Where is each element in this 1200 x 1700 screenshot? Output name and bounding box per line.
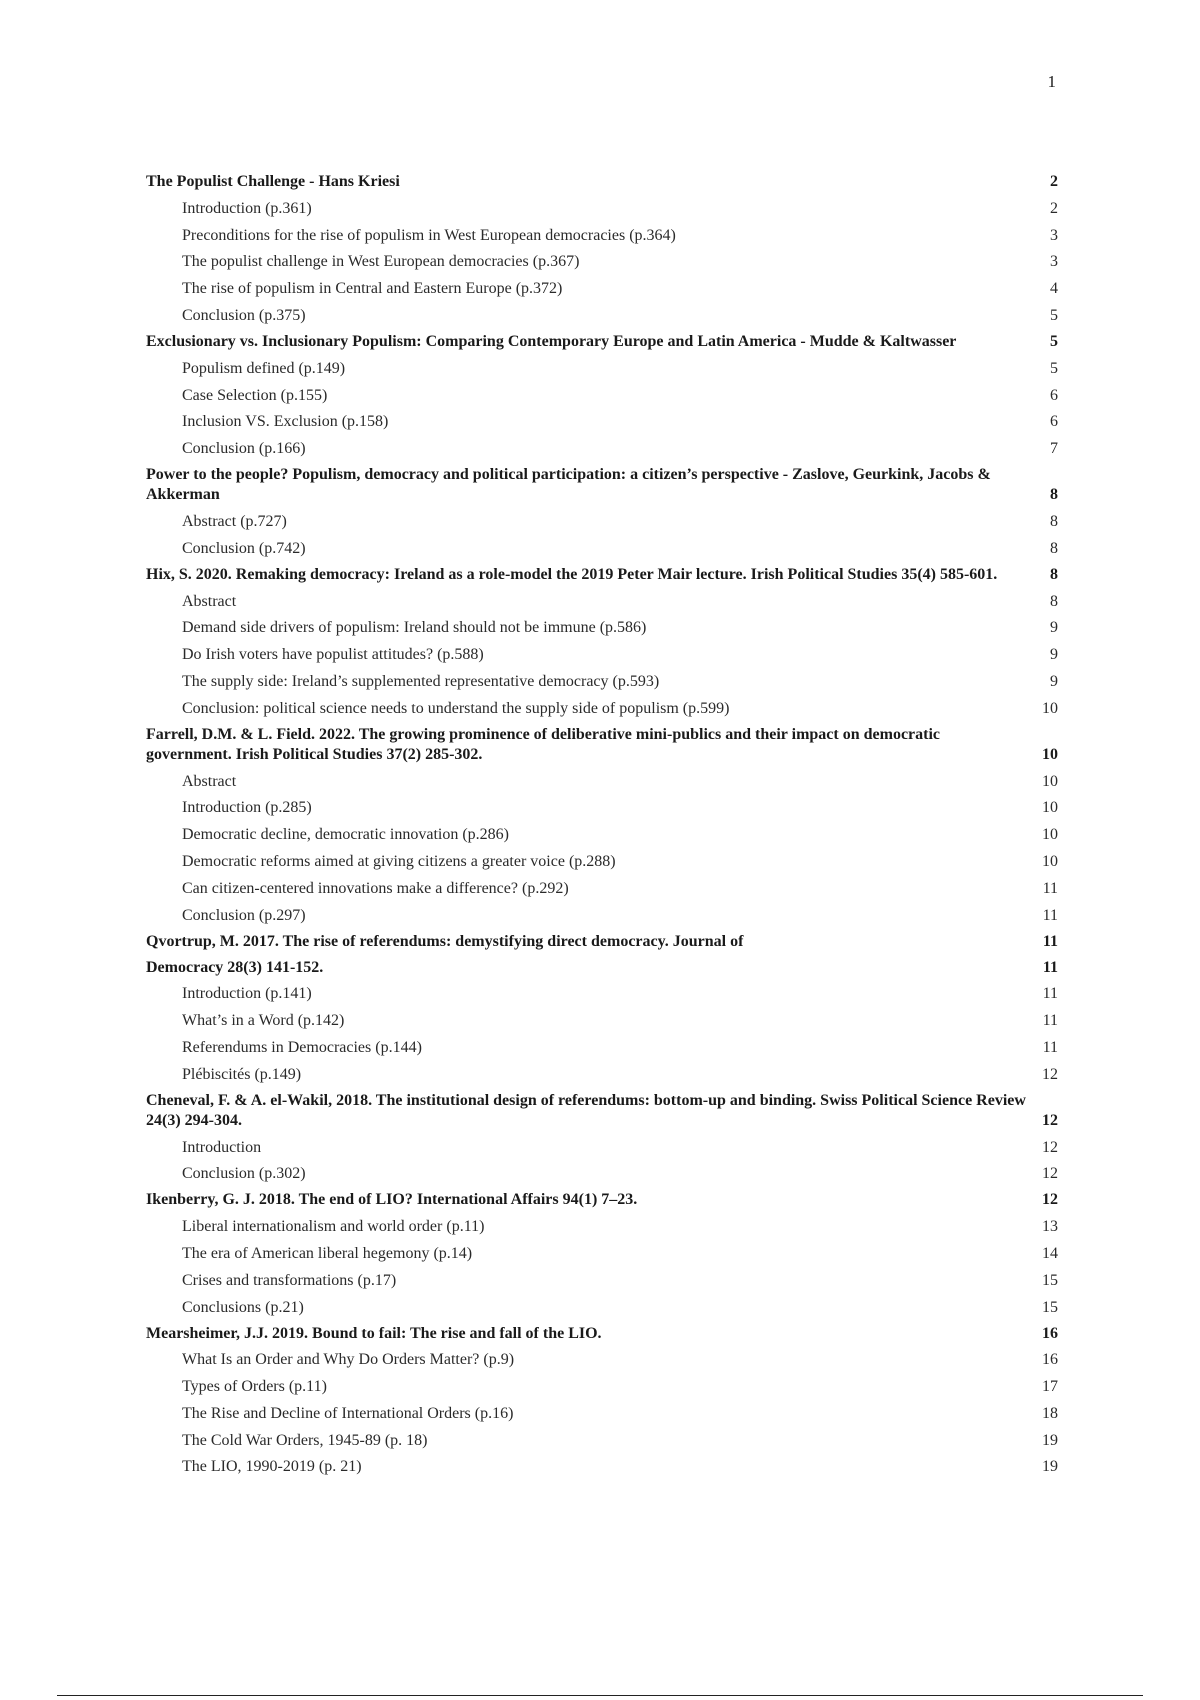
toc-entry-title: Do Irish voters have populist attitudes? (p.588) [182, 646, 484, 664]
toc-entry-title: Conclusion (p.297) [182, 906, 306, 924]
toc-entry-title: Democratic decline, democratic innovation (p.286) [182, 826, 509, 844]
toc-entry-page: 10 [1042, 772, 1058, 790]
toc-subsection-link[interactable] [146, 825, 1058, 845]
toc-entry-title: Conclusion (p.375) [182, 306, 306, 324]
toc-entry-page: 17 [1042, 1378, 1058, 1396]
toc-subsection-link[interactable] [146, 1244, 1058, 1264]
toc-entry-page: 9 [1050, 672, 1058, 690]
toc-entry-title: Liberal internationalism and world order (p.11) [182, 1218, 485, 1236]
toc-entry-page: 12 [1042, 1191, 1058, 1209]
toc-subsection-link[interactable] [146, 699, 1058, 719]
toc-entry-title: The Cold War Orders, 1945-89 (p. 18) [182, 1431, 428, 1449]
toc-entry-title: Preconditions for the rise of populism in West European democracies (p.364) [182, 226, 676, 244]
toc-entry-page: 12 [1042, 1111, 1058, 1129]
toc-entry-page: 2 [1050, 199, 1058, 217]
toc-entry-page: 10 [1042, 745, 1058, 763]
toc-entry-title: Conclusion (p.166) [182, 440, 306, 458]
toc-subsection-link[interactable] [146, 1011, 1058, 1031]
toc-entry-page: 11 [1042, 879, 1058, 897]
toc-entry-page: 7 [1050, 440, 1058, 458]
toc-entry-page: 9 [1050, 619, 1058, 637]
toc-entry-title: Inclusion VS. Exclusion (p.158) [182, 413, 389, 431]
toc-entry-page: 11 [1042, 906, 1058, 924]
toc-entry-page: 10 [1042, 699, 1058, 717]
toc-subsection-link[interactable] [146, 672, 1058, 692]
toc-subsection-link[interactable] [146, 1431, 1058, 1451]
toc-entry-title: The supply side: Ireland’s supplemented representative democracy (p.593) [182, 672, 660, 690]
toc-entry-page: 2 [1050, 173, 1058, 190]
toc-entry-page: 11 [1042, 1038, 1058, 1056]
toc-entry-page: 18 [1042, 1404, 1058, 1422]
toc-entry-page: 10 [1042, 799, 1058, 817]
toc-entry-page: 12 [1042, 1165, 1058, 1183]
toc-entry-title: Demand side drivers of populism: Ireland should not be immune (p.586) [182, 619, 647, 637]
toc-entry-title: Conclusion (p.742) [182, 539, 306, 557]
toc-entry-title: Farrell, D.M. & L. Field. 2022. The growing prominence of deliberative mini-publics and their impact on democratic government. Irish Political Studies 37(2) 285-302. [146, 725, 941, 763]
toc-entry-title: Abstract (p.727) [182, 512, 287, 530]
toc-entry-page: 4 [1050, 280, 1058, 298]
toc-section-link[interactable] [146, 932, 1058, 952]
toc-entry-page: 10 [1042, 826, 1058, 844]
toc-subsection-link[interactable] [146, 1298, 1058, 1318]
toc-entry-page: 16 [1042, 1351, 1058, 1369]
toc-entry-page: 19 [1042, 1431, 1058, 1449]
toc-entry-page: 12 [1042, 1138, 1058, 1156]
toc-entry-title: Plébiscités (p.149) [182, 1065, 302, 1083]
toc-subsection-link[interactable] [146, 1404, 1058, 1424]
toc-entry-page: 3 [1050, 226, 1058, 244]
toc-entry-page: 11 [1042, 1012, 1058, 1030]
toc-subsection-link[interactable] [146, 386, 1058, 406]
toc-subsection-link[interactable] [146, 772, 1058, 792]
toc-entry-title: Hix, S. 2020. Remaking democracy: Ireland as a role-model the 2019 Peter Mair lecture. Irish Political Studies 35(4) 585-601. [146, 565, 998, 583]
toc-entry-title: The populist challenge in West European democracies (p.367) [182, 253, 580, 271]
toc-subsection-link[interactable] [146, 798, 1058, 818]
toc-subsection-link[interactable] [146, 412, 1058, 432]
toc-subsection-link[interactable] [146, 879, 1058, 899]
toc-subsection-link[interactable] [146, 226, 1058, 246]
toc-entry-title: Crises and transformations (p.17) [182, 1271, 397, 1289]
toc-section-link[interactable] [146, 1190, 1058, 1210]
toc-entry-title: Democracy 28(3) 141-152. [146, 958, 324, 976]
toc-subsection-link[interactable] [146, 359, 1058, 379]
toc-subsection-link[interactable] [146, 852, 1058, 872]
toc-entry-title: Populism defined (p.149) [182, 359, 346, 377]
toc-entry-page: 12 [1042, 1065, 1058, 1083]
toc-entry-title: The Populist Challenge - Hans Kriesi [146, 173, 400, 190]
toc-entry-title: Case Selection (p.155) [182, 386, 328, 404]
toc-entry-title: Can citizen-centered innovations make a difference? (p.292) [182, 879, 569, 897]
toc-entry-page: 9 [1050, 646, 1058, 664]
toc-section-link[interactable] [146, 465, 1058, 505]
bottom-rule [57, 1695, 1143, 1696]
toc-entry-title: Mearsheimer, J.J. 2019. Bound to fail: The rise and fall of the LIO. [146, 1324, 602, 1342]
toc-entry-title: Referendums in Democracies (p.144) [182, 1038, 422, 1056]
toc-entry-page: 8 [1050, 539, 1058, 557]
toc-entry-title: The Rise and Decline of International Orders (p.16) [182, 1404, 514, 1422]
table-of-contents [146, 172, 1058, 1477]
toc-entry-title: What Is an Order and Why Do Orders Matter? (p.9) [182, 1351, 515, 1369]
toc-subsection-link[interactable] [146, 906, 1058, 926]
toc-subsection-link[interactable] [146, 539, 1058, 559]
toc-subsection-link[interactable] [146, 1217, 1058, 1237]
toc-entry-title: Democratic reforms aimed at giving citizens a greater voice (p.288) [182, 852, 616, 870]
toc-entry-title: Types of Orders (p.11) [182, 1378, 327, 1396]
toc-entry-page: 11 [1042, 985, 1058, 1003]
toc-entry-page: 6 [1050, 413, 1058, 431]
toc-entry-title: The rise of populism in Central and Eastern Europe (p.372) [182, 280, 563, 298]
toc-entry-title: Conclusion: political science needs to understand the supply side of populism (p.599) [182, 699, 730, 717]
toc-entry-title: Introduction [182, 1138, 262, 1156]
toc-subsection-link[interactable] [146, 1457, 1058, 1477]
toc-entry-page: 11 [1042, 932, 1058, 950]
toc-entry-page: 8 [1050, 512, 1058, 530]
toc-subsection-link[interactable] [146, 1377, 1058, 1397]
toc-entry-title: Conclusions (p.21) [182, 1298, 304, 1316]
toc-entry-title: Abstract [182, 592, 237, 610]
toc-entry-title: Ikenberry, G. J. 2018. The end of LIO? International Affairs 94(1) 7–23. [146, 1191, 638, 1209]
toc-subsection-link[interactable] [146, 252, 1058, 272]
toc-entry-title: Abstract [182, 772, 237, 790]
toc-subsection-link[interactable] [146, 1350, 1058, 1370]
toc-entry-page: 13 [1042, 1218, 1058, 1236]
toc-subsection-link[interactable] [146, 592, 1058, 612]
toc-entry-page: 5 [1050, 332, 1058, 350]
toc-entry-page: 8 [1050, 565, 1058, 583]
toc-subsection-link[interactable] [146, 1138, 1058, 1158]
toc-subsection-link[interactable] [146, 306, 1058, 326]
toc-entry-title: The era of American liberal hegemony (p.14) [182, 1244, 473, 1262]
toc-entry-page: 6 [1050, 386, 1058, 404]
toc-section-link[interactable] [146, 332, 1058, 352]
toc-section-link[interactable] [146, 725, 1058, 765]
toc-entry-page: 16 [1042, 1324, 1058, 1342]
toc-section-link[interactable] [146, 172, 1058, 192]
toc-entry-page: 8 [1050, 592, 1058, 610]
toc-entry-title: Power to the people? Populism, democracy and political participation: a citizen’s perspective - Zaslove, Geurkink, Jacobs & Akkerman [146, 466, 991, 504]
toc-subsection-link[interactable] [146, 1038, 1058, 1058]
toc-subsection-link[interactable] [146, 1065, 1058, 1085]
toc-subsection-link[interactable] [146, 279, 1058, 299]
toc-entry-page: 11 [1042, 958, 1058, 976]
toc-entry-title: Conclusion (p.302) [182, 1165, 306, 1183]
toc-entry-title: Cheneval, F. & A. el-Wakil, 2018. The institutional design of referendums: bottom-up and binding. Swiss Political Science Review 24(3) 294-304. [146, 1091, 1026, 1129]
toc-entry-title: What’s in a Word (p.142) [182, 1012, 345, 1030]
toc-entry-title: Qvortrup, M. 2017. The rise of referendums: demystifying direct democracy. Journal of [146, 932, 744, 950]
toc-entry-page: 10 [1042, 852, 1058, 870]
toc-entry-page: 19 [1042, 1458, 1058, 1476]
toc-entry-page: 15 [1042, 1271, 1058, 1289]
toc-entry-title: Introduction (p.285) [182, 799, 312, 817]
toc-entry-page: 15 [1042, 1298, 1058, 1316]
toc-entry-page: 3 [1050, 253, 1058, 271]
toc-subsection-link[interactable] [146, 645, 1058, 665]
toc-subsection-link[interactable] [146, 1164, 1058, 1184]
toc-subsection-link[interactable] [146, 439, 1058, 459]
toc-section-link[interactable] [146, 1324, 1058, 1344]
toc-entry-title: Exclusionary vs. Inclusionary Populism: Comparing Contemporary Europe and Latin America - Mudde & Kaltwasser [146, 332, 957, 350]
toc-section-link[interactable] [146, 565, 1058, 585]
toc-subsection-link[interactable] [146, 1271, 1058, 1291]
toc-entry-title: Introduction (p.141) [182, 985, 312, 1003]
toc-subsection-link[interactable] [146, 984, 1058, 1004]
toc-entry-page: 5 [1050, 359, 1058, 377]
toc-subsection-link[interactable] [146, 618, 1058, 638]
toc-entry-title: Introduction (p.361) [182, 199, 312, 217]
toc-entry-page: 5 [1050, 306, 1058, 324]
toc-section-link[interactable] [146, 1091, 1058, 1131]
toc-entry-page: 14 [1042, 1244, 1058, 1262]
toc-entry-title: The LIO, 1990-2019 (p. 21) [182, 1458, 362, 1476]
toc-section-link[interactable] [146, 958, 1058, 978]
page-number: 1 [1047, 72, 1056, 91]
toc-subsection-link[interactable] [146, 512, 1058, 532]
toc-subsection-link[interactable] [146, 199, 1058, 219]
toc-entry-page: 8 [1050, 486, 1058, 504]
